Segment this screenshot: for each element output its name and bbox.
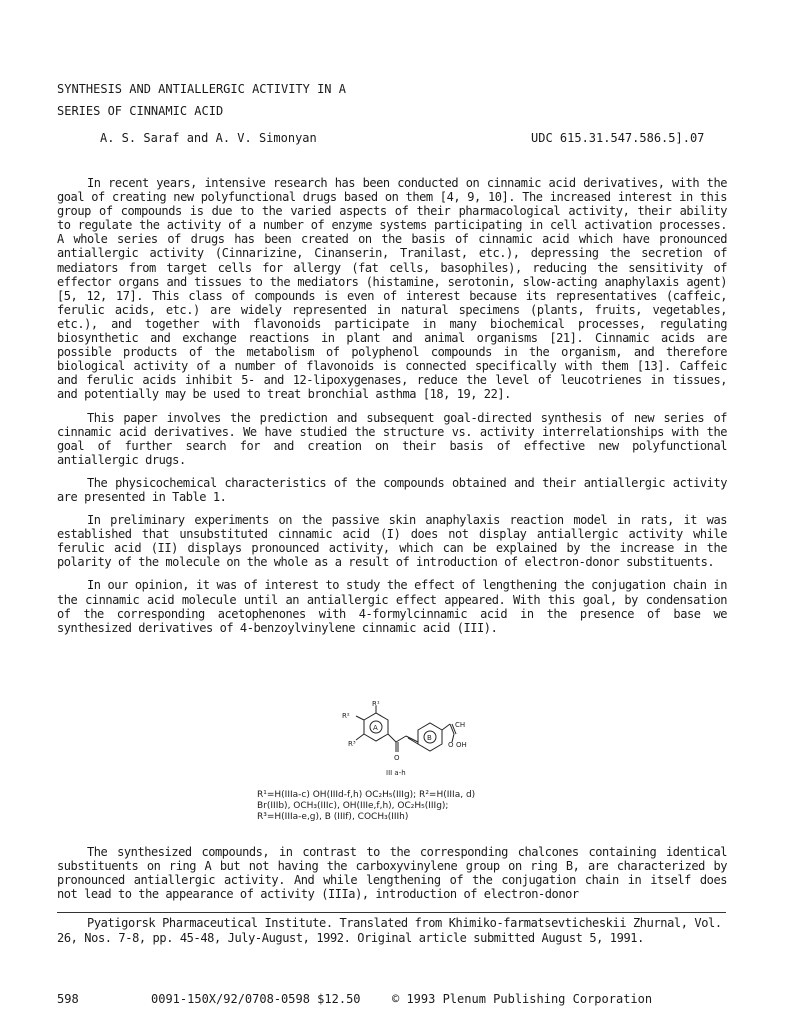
- substituent-line-3: R³=H(IIIa-e,g), B (IIIf), COCH₃(IIIh): [257, 812, 409, 822]
- article-title: [57, 78, 346, 122]
- authors: A. S. Saraf and A. V. Simonyan: [100, 131, 317, 145]
- r3-label: R³: [348, 740, 356, 748]
- paragraph-4: In preliminary experiments on the passive skin anaphylaxis reaction model in rats, it was established that unsubstituted cinnamic acid (I) does not display antiallergic activity while ferulic acid (II) displays pronounced activity, which can be explained by the increase in the polarity of the molecule on the whole as a result of introduction of electron-donor substituents.: [57, 513, 727, 570]
- r1-label: R¹: [372, 700, 380, 708]
- chemical-structure-diagram: [338, 700, 478, 786]
- substituent-line-1: R¹=H(IIIa-c) OH(IIId-f,h) OC₂H₅(IIIg); R²=H(IIIa, d): [257, 790, 476, 800]
- r2-label: R²: [342, 712, 350, 720]
- carbonyl-o-label: O: [394, 754, 400, 762]
- substituent-line-2: Br(IIIb), OCH₃(IIIc), OH(IIIe,f,h), OC₂H₅(IIIg);: [257, 801, 449, 811]
- paragraph-5: In our opinion, it was of interest to study the effect of lengthening the conjugation chain in the cinnamic acid molecule until an antiallergic effect appeared. With this goal, by condensation of the corresponding acetophenones with 4-formylcinnamic acid in the presence of base we synthesized derivatives of 4-benzoylvinylene cinnamic acid (III).: [57, 578, 727, 635]
- ring-a-label: A: [373, 724, 378, 732]
- page-number: 598: [57, 992, 79, 1006]
- article-body-continued: [57, 845, 727, 901]
- title-line-1: SYNTHESIS AND ANTIALLERGIC ACTIVITY IN A: [57, 82, 346, 96]
- o-label: O: [448, 741, 454, 749]
- copyright-notice: © 1993 Plenum Publishing Corporation: [392, 992, 653, 1006]
- article-body: [57, 176, 727, 644]
- udc-code: UDC 615.31.547.586.5].07: [531, 131, 705, 145]
- oh-label: OH: [456, 741, 467, 749]
- footnote-text: Pyatigorsk Pharmaceutical Institute. Translated from Khimiko-farmatsevticheskii Zhurnal, Vol. 26, Nos. 7-8, pp. 45-48, July-August, 1992. Original article submitted August 5, 1991.: [57, 916, 722, 945]
- ring-b-label: B: [427, 734, 432, 742]
- paragraph-2: This paper involves the prediction and subsequent goal-directed synthesis of new series of cinnamic acid derivatives. We have studied the structure vs. activity interrelationships with the goal of further search for and creation on their basis of effective new polyfunctional antiallergic drugs.: [57, 410, 727, 467]
- paragraph-3: The physicochemical characteristics of the compounds obtained and their antiallergic activity are presented in Table 1.: [57, 475, 727, 504]
- paragraph-1: In recent years, intensive research has been conducted on cinnamic acid derivatives, with the goal of creating new polyfunctional drugs based on them [4, 9, 10]. The increased interest in this group of compounds is due to the varied aspects of their pharmacological activity, their ability to regulate the activity of a number of enzyme systems participating in cell activation processes. A whole series of drugs has been created on the basis of cinnamic acid which have pronounced antiallergic activity (Cinnarizine, Cinanserin, Tranilast, etc.), depressing the secretion of mediators from target cells for allergy (fat cells, basophiles), reducing the sensitivity of effector organs and tissues to the mediators (histamine, serotonin, slow-acting anaphylaxis agent) [5, 12, 17]. This class of compounds is even of interest because its representatives (caffeic, ferulic acids, etc.) are widely represented in natural specimens (plants, fruits, vegetables, etc.), and together with flavonoids participate in many biochemical processes, regulating biosynthetic and exchange reactions in plant and animal organisms [21]. Cinnamic acids are possible products of the metabolism of polyphenol compounds in the organism, and therefore biological activity of a number of flavonoids is connected specifically with them [13]. Caffeic and ferulic acids inhibit 5- and 12-lipoxygenases, reduce the level of leucotrienes in tissues, and potentially may be used to treat bronchial asthma [18, 19, 22].: [57, 176, 727, 402]
- ch-label: CH: [455, 721, 466, 729]
- issn-price: 0091-150X/92/0708-0598 $12.50: [151, 992, 361, 1006]
- substituent-notes: [257, 790, 577, 823]
- paragraph-6: The synthesized compounds, in contrast to the corresponding chalcones containing identical substituents on ring A but not having the carboxyvinylene group on ring B, are characterized by pronounced antiallergic activity. And while lengthening of the conjugation chain in itself does not lead to the appearance of activity (IIIa), introduction of electron-donor: [57, 845, 727, 902]
- title-line-2: SERIES OF CINNAMIC ACID: [57, 104, 224, 118]
- compound-label: III a-h: [386, 769, 406, 777]
- footnote-divider: [57, 912, 726, 913]
- footnote: [57, 916, 727, 946]
